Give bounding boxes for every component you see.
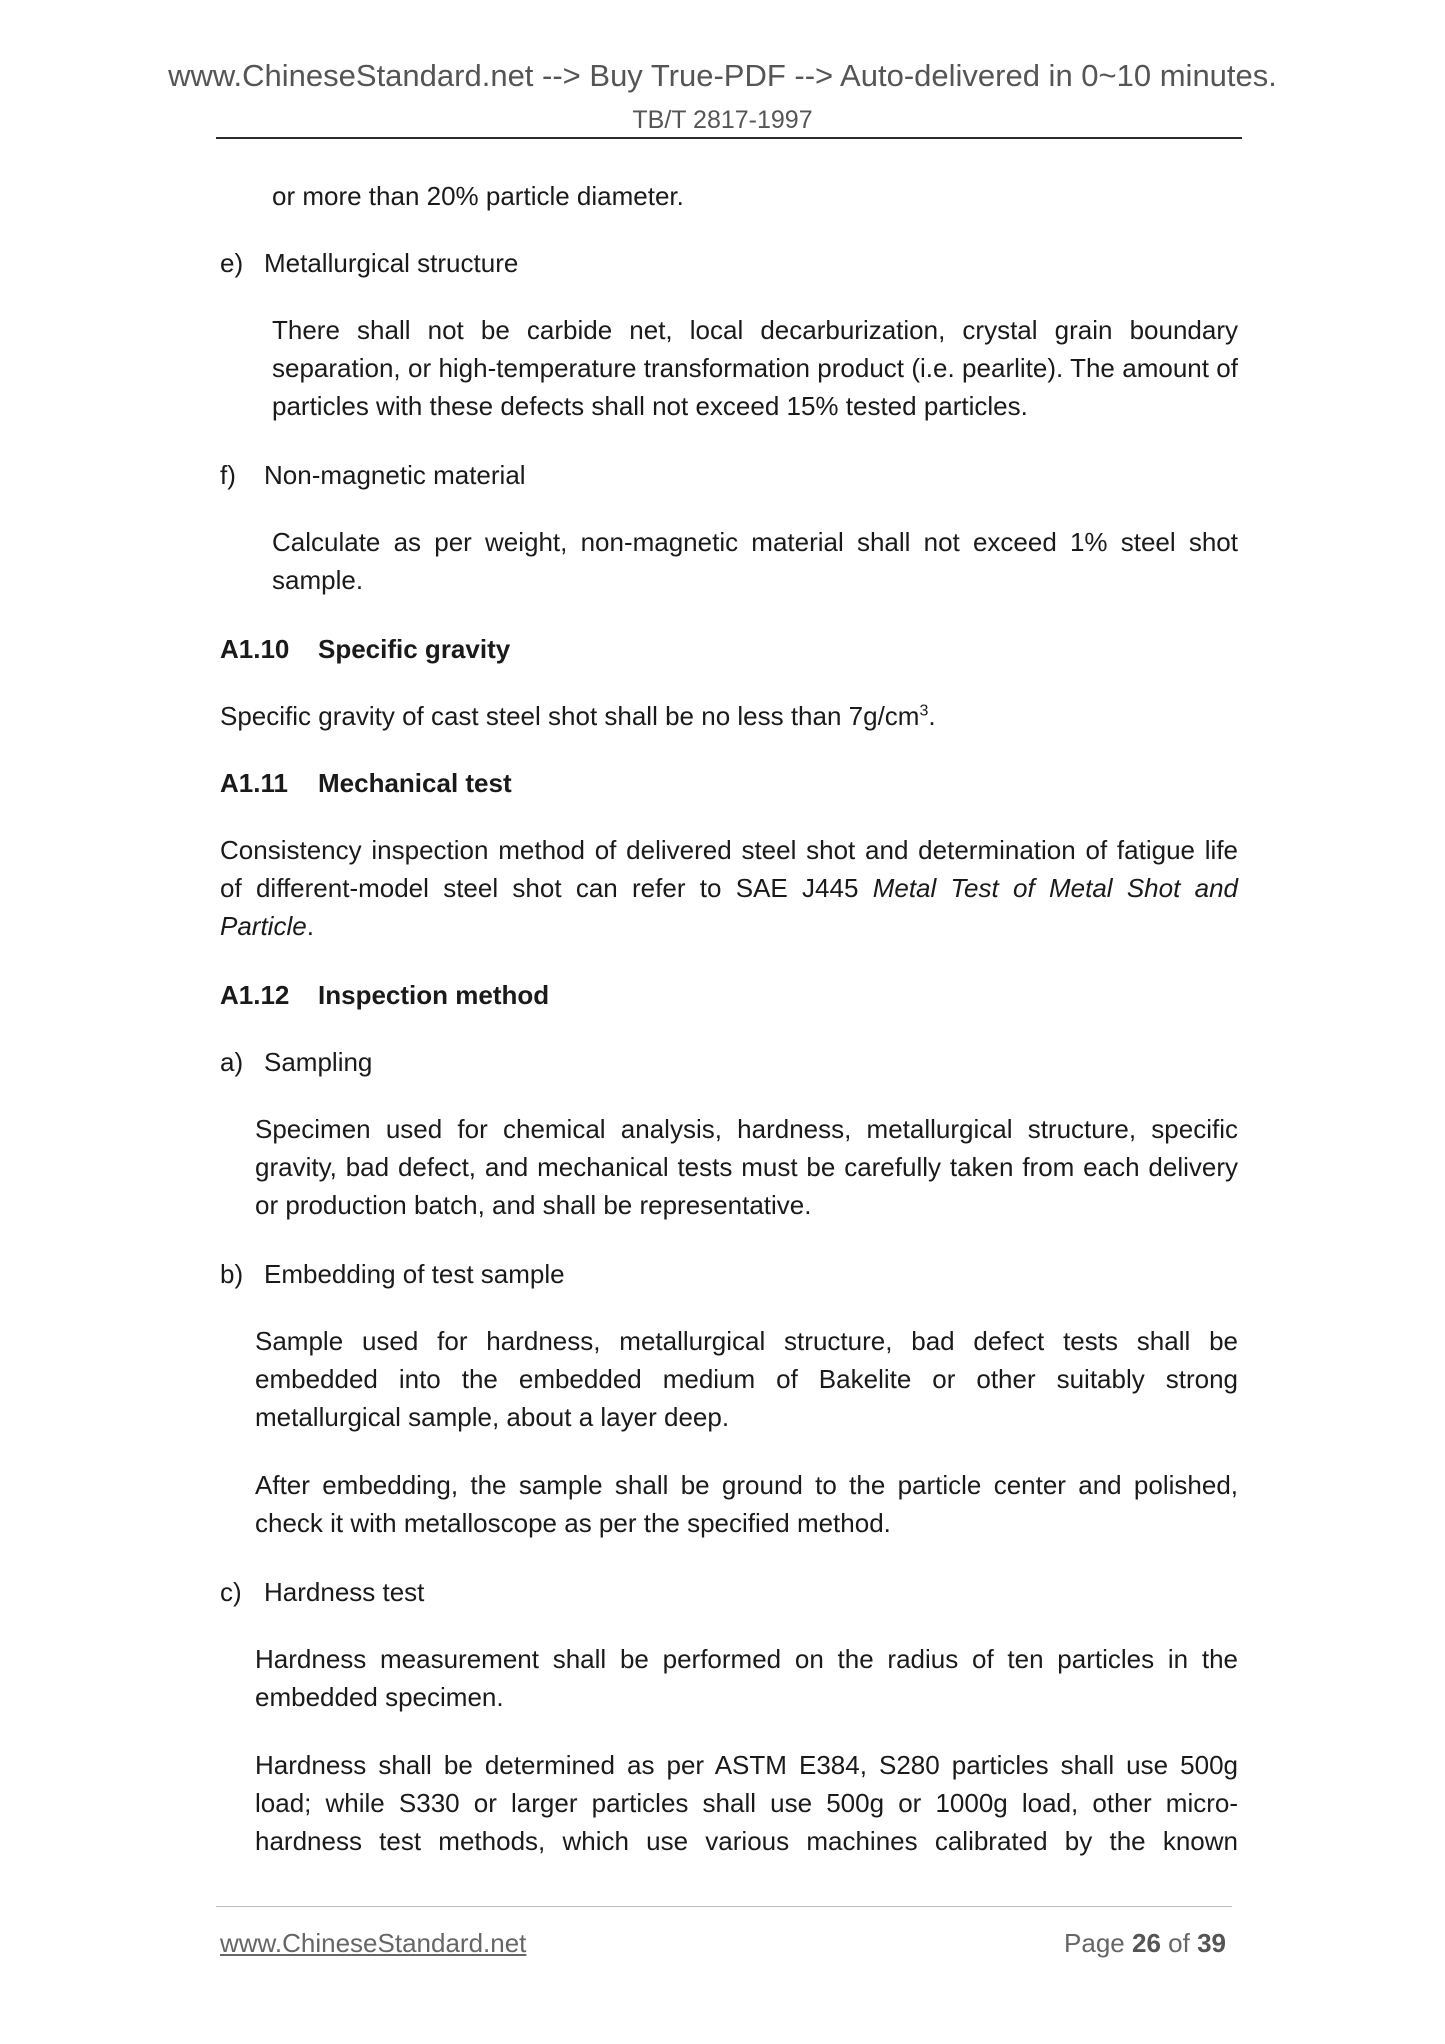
section-a111-title: Mechanical test bbox=[318, 768, 512, 798]
section-a112-heading bbox=[220, 976, 1238, 1014]
section-a110-body: Specific gravity of cast steel shot shall be no less than 7g/cm bbox=[220, 701, 920, 731]
item-f-title: Non-magnetic material bbox=[264, 460, 526, 490]
item-b-label: b) bbox=[220, 1259, 244, 1289]
item-e-label: e) bbox=[220, 248, 244, 278]
superscript-3: 3 bbox=[919, 702, 929, 720]
item-c-title: Hardness test bbox=[264, 1577, 425, 1607]
item-e-title: Metallurgical structure bbox=[264, 248, 519, 278]
item-f-label: f) bbox=[220, 460, 236, 490]
footer-divider bbox=[216, 1906, 1232, 1907]
item-e-text: There shall not be carbide net, local decarburization, crystal grain boundary separation, or high-temperature transformation product (i.e. pearlite). The amount of particles with these defects shall not exceed 15% tested particles. bbox=[272, 315, 1238, 421]
section-a111-body: Consistency inspection method of delivered steel shot and determination of fatigue life of different-model steel shot can refer to SAE J445 bbox=[220, 835, 1238, 903]
header-divider bbox=[216, 137, 1242, 139]
section-a110-tail: . bbox=[928, 701, 936, 731]
item-a-title: Sampling bbox=[264, 1047, 373, 1077]
section-a110-title: Specific gravity bbox=[318, 634, 511, 664]
standard-code: TB/T 2817-1997 bbox=[632, 106, 813, 134]
section-a111-number: A1.11 bbox=[220, 768, 288, 798]
page-total: 39 bbox=[1197, 1928, 1226, 1958]
section-a112-title: Inspection method bbox=[318, 980, 550, 1010]
page-current: 26 bbox=[1132, 1928, 1161, 1958]
page-of: of bbox=[1168, 1928, 1190, 1958]
section-a111-text bbox=[220, 831, 1238, 945]
section-a111-heading bbox=[220, 764, 1238, 802]
section-a110-heading bbox=[220, 630, 1238, 668]
item-b-text-2: After embedding, the sample shall be ground to the particle center and polished, check it with metalloscope as per the specified method. bbox=[255, 1470, 1238, 1538]
item-c-text-2: Hardness shall be determined as per ASTM E384, S280 particles shall use 500g load; while S330 or larger particles shall use 500g or 1000g load, other micro-hardness test methods, which use various machines calibrated by the known bbox=[255, 1750, 1238, 1856]
item-e-heading bbox=[220, 244, 1238, 282]
section-a110-number: A1.10 bbox=[220, 634, 290, 664]
item-c-label: c) bbox=[220, 1577, 242, 1607]
item-a-label: a) bbox=[220, 1047, 244, 1077]
page-word: Page bbox=[1064, 1928, 1125, 1958]
item-b-heading bbox=[220, 1255, 1238, 1293]
section-a110-text bbox=[220, 697, 1238, 735]
item-a-text: Specimen used for chemical analysis, hardness, metallurgical structure, specific gravity, bad defect, and mechanical tests must be carefully taken from each delivery or production batch, and shall be representative. bbox=[255, 1114, 1238, 1220]
item-a-heading bbox=[220, 1043, 1238, 1081]
continued-paragraph: or more than 20% particle diameter. bbox=[272, 181, 684, 211]
item-f-text: Calculate as per weight, non-magnetic material shall not exceed 1% steel shot sample. bbox=[272, 527, 1238, 595]
section-a111-italic-title: Metal Test of Metal Shot and Particle bbox=[220, 873, 1238, 941]
item-c-heading bbox=[220, 1573, 1238, 1611]
item-b-title: Embedding of test sample bbox=[264, 1259, 565, 1289]
section-a111-tail: . bbox=[306, 911, 314, 941]
footer-website-link[interactable]: www.ChineseStandard.net bbox=[220, 1928, 527, 1958]
page-number bbox=[1064, 1928, 1226, 1959]
section-a112-number: A1.12 bbox=[220, 980, 290, 1010]
item-c-text-1: Hardness measurement shall be performed on the radius of ten particles in the embedded specimen. bbox=[255, 1644, 1238, 1712]
item-b-text-1: Sample used for hardness, metallurgical structure, bad defect tests shall be embedded into the embedded medium of Bakelite or other suitably strong metallurgical sample, about a layer deep. bbox=[255, 1326, 1238, 1432]
item-f-heading bbox=[220, 456, 1238, 494]
header-banner: www.ChineseStandard.net --> Buy True-PDF --> Auto-delivered in 0~10 minutes. bbox=[168, 58, 1277, 93]
